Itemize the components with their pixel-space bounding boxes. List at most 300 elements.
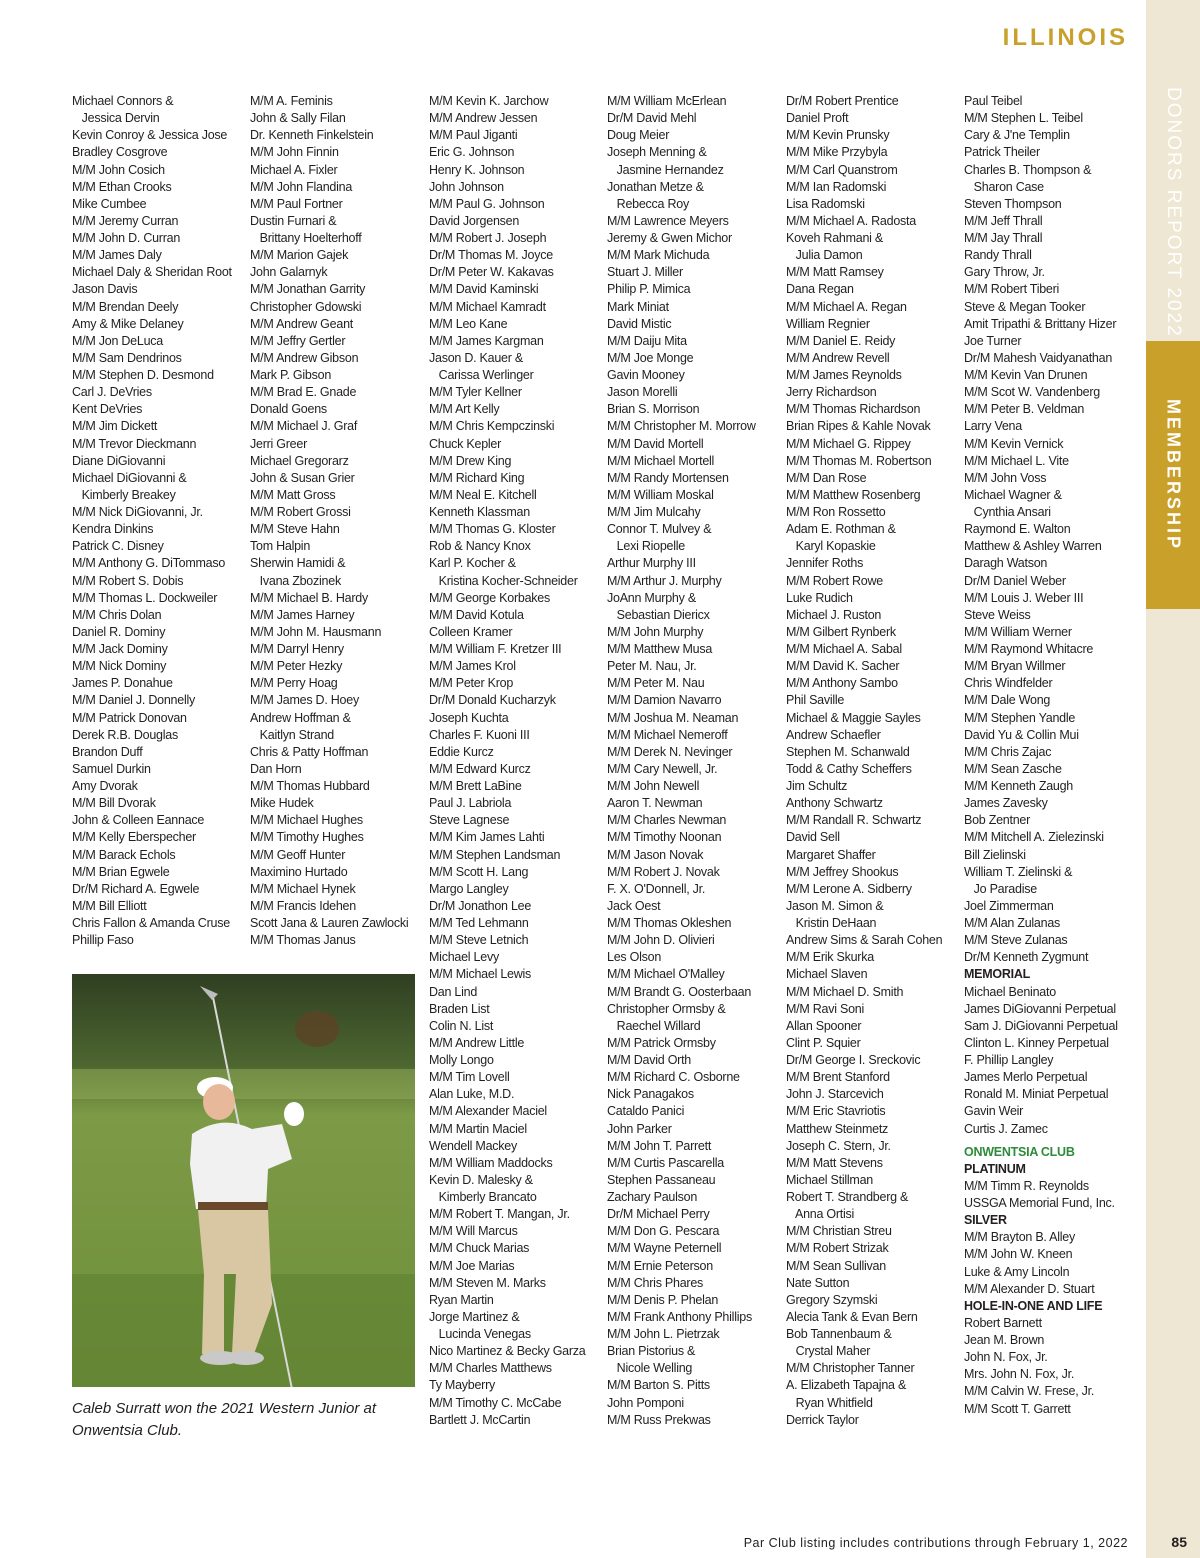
donor-name: Bob Zentner [964, 813, 1031, 828]
section-tab [1146, 341, 1200, 609]
donor-name: Mark P. Gibson [250, 368, 332, 382]
donor-name: Samuel Durkin [72, 761, 151, 776]
club-heading: ONWENTSIA CLUB [964, 1144, 1075, 1159]
donor-name: Anna Ortisi [786, 1207, 855, 1222]
donor-name: M/M David Kaminski [429, 282, 539, 297]
donor-name: Chris Windfelder [964, 676, 1053, 691]
donor-name: M/M Neal E. Kitchell [429, 487, 537, 502]
donor-name: M/M John Murphy [607, 624, 704, 639]
donor-name: Charles F. Kuoni III [429, 727, 530, 742]
donor-name: M/M Paul G. Johnson [429, 196, 545, 211]
donor-name: M/M Jeffry Gertler [250, 333, 346, 348]
donor-name: John N. Fox, Jr. [964, 1350, 1048, 1365]
donor-name: M/M Trevor Dieckmann [72, 436, 197, 451]
donor-name: Kimberly Brancato [429, 1190, 537, 1204]
donor-name: M/M Leo Kane [429, 316, 508, 331]
donor-name: Dr/M Mahesh Vaidyanathan [964, 350, 1113, 365]
donor-name: Jason M. Simon & [786, 898, 884, 913]
donor-name: M/M Don G. Pescara [607, 1224, 720, 1239]
donor-name: Kimberly Breakey [72, 487, 176, 502]
donor-name: David Yu & Collin Mui [964, 727, 1079, 742]
donor-name: Joseph Menning & [607, 145, 707, 160]
donor-name: Alecia Tank & Evan Bern [786, 1309, 918, 1324]
donor-name: M/M Chris Zajac [964, 744, 1052, 759]
donor-name: M/M Eric Stavriotis [786, 1104, 886, 1119]
donor-name: M/M Barack Echols [72, 847, 176, 862]
donor-name: David Jorgensen [429, 213, 520, 228]
donor-name: Luke & Amy Lincoln [964, 1264, 1070, 1279]
donor-name: Jerry Richardson [786, 385, 877, 400]
state-heading: ILLINOIS [1002, 24, 1128, 51]
donor-name: Jonathan Metze & [607, 179, 704, 194]
donor-name: Daniel Proft [786, 111, 849, 126]
donor-name: M/M Sean Sullivan [786, 1258, 886, 1273]
donor-name: Brian Pistorius & [607, 1344, 696, 1359]
donor-name: M/M John T. Parrett [607, 1138, 712, 1153]
donor-name: M/M Patrick Donovan [72, 710, 187, 725]
donor-name: M/M Derek N. Nevinger [607, 744, 733, 759]
donor-name: M/M Arthur J. Murphy [607, 573, 722, 588]
donor-name: Gregory Szymski [786, 1292, 878, 1307]
donor-name: M/M James Kargman [429, 333, 544, 348]
donor-name: M/M Calvin W. Frese, Jr. [964, 1384, 1095, 1399]
donor-name: Amy & Mike Delaney [72, 316, 184, 331]
donor-name: Joel Zimmerman [964, 898, 1054, 913]
donor-name: Gary Throw, Jr. [964, 265, 1045, 280]
donor-name: M/M Robert S. Dobis [72, 573, 184, 588]
donor-name: Stephen M. Schanwald [786, 744, 910, 759]
donor-name: M/M Jim Mulcahy [607, 505, 701, 519]
donor-name: M/M Darryl Henry [250, 642, 344, 656]
donor-name: Dr/M Thomas M. Joyce [429, 248, 553, 263]
donor-name: James DiGiovanni Perpetual [964, 1001, 1116, 1016]
donor-name: Doug Meier [607, 128, 670, 143]
donor-name: USSGA Memorial Fund, Inc. [964, 1196, 1115, 1210]
donor-name: Dr/M David Mehl [607, 111, 697, 126]
donor-name: M/M Curtis Pascarella [607, 1155, 724, 1170]
donor-name: M/M Bryan Willmer [964, 659, 1066, 674]
donor-name: Nate Sutton [786, 1275, 850, 1290]
donor-name: M/M David Mortell [607, 436, 704, 451]
donor-name: Jean M. Brown [964, 1333, 1045, 1347]
donor-name: M/M Paul Fortner [250, 196, 343, 211]
donor-name: Bill Zielinski [964, 847, 1026, 862]
donor-name: M/M Richard C. Osborne [607, 1070, 740, 1085]
donor-name: Joe Turner [964, 333, 1022, 348]
donor-name: M/M Michael A. Sabal [786, 642, 902, 656]
donor-name: Jason Davis [72, 282, 138, 297]
donor-name: M/M Michael L. Vite [964, 453, 1069, 468]
donor-name: M/M Russ Prekwas [607, 1412, 711, 1427]
donor-name: M/M Steven M. Marks [429, 1275, 546, 1290]
donor-name: Les Olson [607, 950, 662, 965]
donor-name: Dustin Furnari & [250, 213, 337, 228]
donor-name: M/M Brandt G. Oosterbaan [607, 984, 752, 999]
donor-name: M/M Robert Strizak [786, 1241, 889, 1256]
donor-name: Michael J. Ruston [786, 607, 882, 622]
donor-name: Karyl Kopaskie [786, 539, 876, 554]
donor-name: Maximino Hurtado [250, 864, 348, 879]
donor-name: John Pomponi [607, 1395, 684, 1410]
donor-name: F. X. O'Donnell, Jr. [607, 881, 706, 896]
donor-name: M/M William Maddocks [429, 1155, 553, 1170]
donor-name: James Merlo Perpetual [964, 1070, 1088, 1085]
donor-name: M/M Nick DiGiovanni, Jr. [72, 505, 203, 519]
donor-name: M/M Timothy Hughes [250, 830, 364, 845]
donor-name: M/M Thomas G. Kloster [429, 522, 556, 537]
donor-name: M/M Joe Monge [607, 350, 694, 365]
donor-name: M/M Ravi Soni [786, 1001, 865, 1016]
donor-name: Michael Wagner & [964, 487, 1062, 502]
donor-name: Koveh Rahmani & [786, 231, 884, 245]
donor-name: M/M Michael B. Hardy [250, 590, 368, 605]
donor-name: M/M Jack Dominy [72, 642, 168, 656]
donor-name: M/M Thomas Hubbard [250, 779, 370, 793]
donor-name: Adam E. Rothman & [786, 522, 896, 537]
donor-name: M/M Wayne Peternell [607, 1241, 722, 1256]
donor-name: M/M Scot W. Vandenberg [964, 385, 1100, 400]
donor-name: F. Phillip Langley [964, 1053, 1054, 1067]
donor-name: M/M Daniel E. Reidy [786, 333, 896, 348]
silver-heading: SILVER [964, 1213, 1007, 1228]
donor-name: M/M Steve Letnich [429, 933, 529, 948]
donor-name: M/M John L. Pietrzak [607, 1327, 720, 1341]
donor-name: M/M Robert J. Joseph [429, 231, 547, 245]
donor-name: Matthew Steinmetz [786, 1121, 889, 1136]
donor-name: M/M Robert Grossi [250, 505, 351, 519]
donor-name: Ronald M. Miniat Perpetual [964, 1087, 1109, 1102]
donor-name: M/M Matthew Musa [607, 642, 713, 656]
donor-name: John Galarnyk [250, 265, 328, 280]
donor-name: M/M Joshua M. Neaman [607, 710, 739, 725]
donor-name: M/M Thomas Janus [250, 933, 356, 948]
donor-name: Derrick Taylor [786, 1412, 859, 1427]
donor-name: Aaron T. Newman [607, 796, 703, 811]
donor-name: Brian Ripes & Kahle Novak [786, 419, 931, 434]
donor-name: M/M Christopher M. Morrow [607, 419, 756, 434]
donor-name: M/M William McErlean [607, 94, 727, 108]
donor-name: Ty Mayberry [429, 1378, 496, 1393]
donor-name: Amit Tripathi & Brittany Hizer [964, 316, 1117, 331]
donor-name: Clint P. Squier [786, 1035, 861, 1050]
donor-name: M/M Alexander Maciel [429, 1104, 547, 1119]
section-tab-label: MEMBERSHIP [1163, 398, 1184, 551]
donor-name: M/M Michael Kamradt [429, 299, 546, 314]
donor-name: Dr/M George I. Sreckovic [786, 1053, 921, 1067]
donor-name: Brittany Hoelterhoff [250, 231, 362, 245]
donor-name: Robert T. Strandberg & [786, 1190, 909, 1204]
donor-name: M/M Brayton B. Alley [964, 1230, 1076, 1245]
donor-name: M/M Lawrence Meyers [607, 213, 729, 228]
donor-name: M/M Daniel J. Donnelly [72, 693, 196, 708]
donor-name: Karl P. Kocher & [429, 556, 516, 571]
donor-name: M/M Steve Hahn [250, 522, 340, 537]
donor-name: M/M Barton S. Pitts [607, 1378, 710, 1393]
donor-name: M/M Sam Dendrinos [72, 350, 182, 365]
donor-name: Michael Daly & Sheridan Root [72, 265, 232, 280]
donor-name: Stephen Passaneau [607, 1172, 716, 1187]
donor-name: M/M Kevin Van Drunen [964, 368, 1088, 382]
donor-name: Steven Thompson [964, 196, 1062, 211]
donor-name: M/M Ron Rossetto [786, 505, 886, 519]
donor-name: M/M Steve Zulanas [964, 933, 1068, 948]
donor-name: M/M Thomas Okleshen [607, 916, 732, 930]
donor-name: M/M Alexander D. Stuart [964, 1281, 1095, 1296]
donor-name: Bartlett J. McCartin [429, 1412, 531, 1427]
donor-name: Dr/M Michael Perry [607, 1207, 710, 1222]
donor-name: M/M Matt Stevens [786, 1155, 883, 1170]
donor-name: Nick Panagakos [607, 1087, 694, 1102]
donor-name: M/M James Harney [250, 607, 355, 622]
donor-name: Steve Lagnese [429, 813, 510, 828]
column-6-donors [964, 93, 1142, 966]
donor-name: Cataldo Panici [607, 1104, 685, 1119]
donor-name: Zachary Paulson [607, 1190, 698, 1204]
donor-name: M/M Geoff Hunter [250, 847, 346, 862]
footer-note: Par Club listing includes contributions through February 1, 2022 [743, 1536, 1128, 1550]
donor-name: Dr/M Richard A. Egwele [72, 881, 200, 896]
donor-name: M/M Mike Przybyla [786, 145, 888, 160]
donor-name: M/M Robert Rowe [786, 573, 883, 588]
donor-name: Joseph Kuchta [429, 710, 509, 725]
donor-name: M/M Dan Rose [786, 470, 867, 485]
donor-name: William Regnier [786, 316, 870, 331]
donor-name: M/M Peter Hezky [250, 659, 343, 674]
donor-name: Randy Thrall [964, 248, 1032, 263]
donor-name: Dr/M Kenneth Zygmunt [964, 950, 1089, 965]
donor-name: Clinton L. Kinney Perpetual [964, 1035, 1109, 1050]
donor-column-6 [964, 93, 1142, 1418]
donor-name: Dr/M Robert Prentice [786, 94, 899, 108]
donor-name: Peter M. Nau, Jr. [607, 659, 697, 674]
donor-name: M/M Michael O'Malley [607, 967, 725, 982]
donor-name: M/M Damion Navarro [607, 693, 722, 708]
donor-name: Mark Miniat [607, 299, 669, 314]
donor-name: M/M Stephen D. Desmond [72, 368, 214, 382]
donor-name: Daragh Watson [964, 556, 1048, 571]
donor-name: M/M John D. Curran [72, 231, 181, 245]
donor-name: Jennifer Roths [786, 556, 864, 571]
donor-name: Rob & Nancy Knox [429, 539, 531, 554]
donor-name: M/M Andrew Little [429, 1035, 525, 1050]
donor-name: Jeremy & Gwen Michor [607, 231, 732, 245]
donor-name: M/M Raymond Whitacre [964, 642, 1094, 656]
donor-name: M/M Timothy Noonan [607, 830, 722, 845]
donor-name: M/M Kevin Prunsky [786, 128, 890, 143]
donor-name: M/M Perry Hoag [250, 676, 338, 691]
side-report-label: DONORS REPORT 2022 [1163, 86, 1184, 338]
donor-name: M/M Kenneth Zaugh [964, 779, 1074, 793]
donor-name: M/M Drew King [429, 453, 512, 468]
donor-name: Jerri Greer [250, 436, 307, 451]
donor-name: M/M Peter B. Veldman [964, 402, 1085, 417]
donor-name: Mike Cumbee [72, 196, 147, 211]
donor-name: M/M Michael Lewis [429, 967, 532, 982]
donor-name: M/M Jonathan Garrity [250, 282, 366, 297]
donor-name: M/M Randall R. Schwartz [786, 813, 922, 828]
donor-name: Kenneth Klassman [429, 505, 530, 519]
donor-name: Michael & Maggie Sayles [786, 710, 921, 725]
donor-name: M/M Ernie Peterson [607, 1258, 713, 1273]
donor-name: M/M Jeremy Curran [72, 213, 179, 228]
donor-column-5 [786, 93, 964, 1429]
donor-name: Sharon Case [964, 179, 1044, 194]
donor-name: Margaret Shaffer [786, 847, 876, 862]
donor-name: M/M Nick Dominy [72, 659, 167, 674]
donor-name: M/M Frank Anthony Phillips [607, 1309, 752, 1324]
donor-name: Sam J. DiGiovanni Perpetual [964, 1018, 1118, 1033]
donor-name: M/M Andrew Gibson [250, 350, 359, 365]
donor-name: M/M William Moskal [607, 487, 714, 502]
donor-name: Philip P. Mimica [607, 282, 691, 297]
donor-name: M/M James D. Hoey [250, 693, 359, 708]
donor-name: Derek R.B. Douglas [72, 727, 178, 742]
donor-name: Todd & Cathy Scheffers [786, 761, 912, 776]
donor-name: Molly Longo [429, 1053, 494, 1067]
donor-name: Ivana Zbozinek [250, 573, 341, 588]
donor-name: Brandon Duff [72, 744, 143, 759]
donor-name: M/M David K. Sacher [786, 659, 900, 674]
donor-name: M/M Brad E. Gnade [250, 385, 357, 400]
donor-name: Dan Lind [429, 984, 478, 999]
donor-name: M/M Matt Ramsey [786, 265, 884, 280]
donor-name: John Johnson [429, 179, 504, 194]
donor-name: M/M Will Marcus [429, 1224, 518, 1239]
donor-name: M/M Marion Gajek [250, 248, 349, 263]
donor-name: Jason D. Kauer & [429, 350, 523, 365]
donor-name: Steve & Megan Tooker [964, 299, 1086, 314]
donor-name: Colin N. List [429, 1018, 494, 1033]
donor-name: M/M Ian Radomski [786, 179, 887, 194]
donor-name: Chris & Patty Hoffman [250, 744, 369, 759]
donor-name: Chuck Kepler [429, 436, 502, 451]
donor-name: M/M Jason Novak [607, 847, 704, 862]
donor-name: M/M Art Kelly [429, 402, 500, 417]
donor-name: M/M Anthony Sambo [786, 676, 898, 691]
donor-name: John & Susan Grier [250, 470, 355, 485]
donor-name: Chris Fallon & Amanda Cruse [72, 916, 230, 930]
donor-name: Connor T. Mulvey & [607, 522, 712, 537]
donor-name: Jasmine Hernandez [607, 162, 724, 177]
donor-name: David Mistic [607, 316, 672, 331]
donor-name: Gavin Mooney [607, 368, 685, 382]
donor-name: M/M Kim James Lahti [429, 830, 545, 845]
donor-name: M/M Peter M. Nau [607, 676, 705, 691]
donor-name: M/M Martin Maciel [429, 1121, 527, 1136]
donor-name: M/M Louis J. Weber III [964, 590, 1084, 605]
donor-name: Amy Dvorak [72, 779, 138, 793]
donor-name: Patrick C. Disney [72, 539, 164, 554]
donor-name: M/M John W. Kneen [964, 1247, 1073, 1262]
donor-name: Jo Paradise [964, 881, 1037, 896]
donor-name: M/M Mark Michuda [607, 248, 710, 263]
donor-name: Brian S. Morrison [607, 402, 700, 417]
donor-name: Paul J. Labriola [429, 796, 512, 811]
donor-name: M/M Thomas Richardson [786, 402, 921, 417]
donor-name: M/M Randy Mortensen [607, 470, 729, 485]
donor-name: Paul Teibel [964, 94, 1023, 108]
donor-column-2 [250, 93, 428, 949]
donor-name: M/M Francis Idehen [250, 898, 356, 913]
donor-name: M/M Stephen Yandle [964, 710, 1076, 725]
donor-name: Mike Hudek [250, 796, 314, 811]
donor-name: Dana Regan [786, 282, 854, 297]
donor-name: Jason Morelli [607, 385, 678, 400]
donor-name: M/M Kevin Vernick [964, 436, 1064, 451]
donor-name: M/M Michael G. Rippey [786, 436, 911, 451]
donor-name: Diane DiGiovanni [72, 453, 166, 468]
donor-name: M/M Brian Egwele [72, 864, 170, 879]
hole-in-one-list [964, 1315, 1142, 1418]
donor-name: Patrick Theiler [964, 145, 1040, 160]
donor-name: M/M Thomas M. Robertson [786, 453, 932, 468]
donor-name: M/M James Krol [429, 659, 516, 674]
donor-name: M/M Michael Mortell [607, 453, 715, 468]
donor-name: M/M Erik Skurka [786, 950, 874, 965]
donor-name: John Parker [607, 1121, 672, 1136]
donor-name: M/M Matt Gross [250, 487, 336, 502]
donor-name: Kent DeVries [72, 402, 143, 417]
donor-name: Mrs. John N. Fox, Jr. [964, 1367, 1075, 1382]
donor-name: M/M David Kotula [429, 607, 524, 622]
donor-name: M/M Jeffrey Shookus [786, 864, 899, 879]
donor-name: M/M Alan Zulanas [964, 916, 1061, 930]
donor-name: M/M David Orth [607, 1053, 692, 1067]
donor-name: M/M Sean Zasche [964, 761, 1062, 776]
donor-name: M/M John Flandina [250, 179, 353, 194]
donor-name: M/M John Newell [607, 779, 700, 793]
donor-name: Margo Langley [429, 881, 509, 896]
donor-name: M/M Chris Dolan [72, 607, 162, 622]
donor-name: Crystal Maher [786, 1344, 871, 1359]
donor-name: M/M Denis P. Phelan [607, 1292, 719, 1307]
donor-name: M/M Michael D. Smith [786, 984, 904, 999]
donor-name: Michael Beninato [964, 984, 1056, 999]
donor-name: Sherwin Hamidi & [250, 556, 346, 571]
donor-column-4 [607, 93, 785, 1429]
donor-name: Jessica Dervin [72, 111, 160, 126]
donor-name: M/M Jay Thrall [964, 231, 1043, 245]
donor-name: M/M Brett LaBine [429, 779, 522, 793]
donor-name: M/M Tim Lovell [429, 1070, 510, 1085]
donor-name: Sebastian Diericx [607, 607, 710, 622]
donor-name: John & Colleen Eannace [72, 813, 205, 828]
donor-name: Phil Saville [786, 693, 845, 708]
donor-name: M/M James Reynolds [786, 368, 902, 382]
golfer-photo [72, 974, 415, 1387]
donor-name: Cary & J'ne Templin [964, 128, 1070, 143]
donor-name: M/M Michael Nemeroff [607, 727, 728, 742]
donor-name: Nico Martinez & Becky Garza [429, 1344, 586, 1359]
donor-name: M/M Christopher Tanner [786, 1361, 915, 1376]
donor-name: Donald Goens [250, 402, 327, 417]
donor-name: M/M Lerone A. Sidberry [786, 881, 912, 896]
donor-name: Braden List [429, 1001, 490, 1016]
donor-name: Scott Jana & Lauren Zawlocki [250, 916, 409, 930]
donor-name: Joseph C. Stern, Jr. [786, 1138, 891, 1153]
donor-name: Lisa Radomski [786, 196, 865, 211]
donor-name: Andrew Schaefler [786, 727, 881, 742]
donor-name: M/M Timm R. Reynolds [964, 1178, 1089, 1193]
donor-name: M/M Timothy C. McCabe [429, 1395, 562, 1410]
donor-name: M/M Dale Wong [964, 693, 1051, 708]
donor-name: Robert Barnett [964, 1315, 1042, 1330]
donor-name: M/M Kelly Eberspecher [72, 830, 196, 845]
donor-name: M/M Chuck Marias [429, 1241, 530, 1256]
donor-name: M/M Joe Marias [429, 1258, 515, 1273]
donor-name: Allan Spooner [786, 1018, 862, 1033]
donor-name: Kevin Conroy & Jessica Jose [72, 128, 228, 143]
